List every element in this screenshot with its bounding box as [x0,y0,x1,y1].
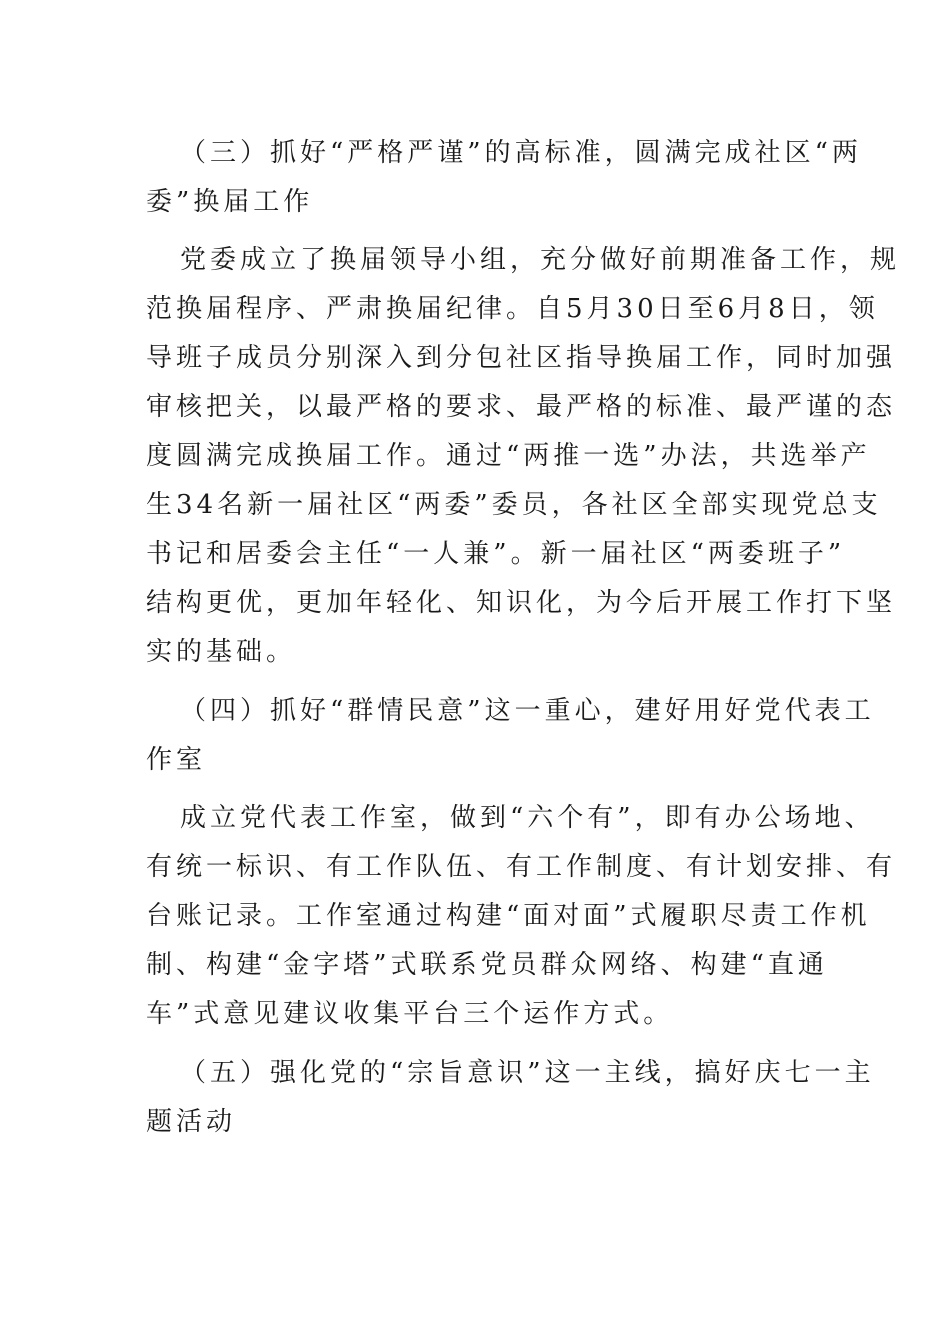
heading-section-4: （四）抓好“群情民意”这一重心，建好用好党代表工 [180,696,875,726]
paragraph-line: 台账记录。工作室通过构建“面对面”式履职尽责工作机 [146,901,871,931]
heading-section-5-cont: 题活动 [146,1107,237,1137]
paragraph-line: 导班子成员分别深入到分包社区指导换届工作，同时加强 [146,343,897,373]
paragraph-line: 范换届程序、严肃换届纪律。自5月30日至6月8日，领 [146,294,879,324]
heading-section-5: （五）强化党的“宗旨意识”这一主线，搞好庆七一主 [180,1058,875,1088]
paragraph-line: 生34名新一届社区“两委”委员，各社区全部实现党总支 [146,490,882,520]
paragraph-line: 结构更优，更加年轻化、知识化，为今后开展工作打下坚 [146,588,897,618]
paragraph-line: 车”式意见建议收集平台三个运作方式。 [146,999,674,1029]
heading-section-3-cont: 委”换届工作 [146,187,314,217]
paragraph-line: 书记和居委会主任“一人兼”。新一届社区“两委班子” [146,539,846,569]
paragraph-line: 有统一标识、有工作队伍、有工作制度、有计划安排、有 [146,852,897,882]
paragraph-line: 审核把关，以最严格的要求、最严格的标准、最严谨的态 [146,392,897,422]
heading-section-4-cont: 作室 [146,745,207,775]
paragraph-line: 实的基础。 [146,637,297,667]
paragraph-line: 制、构建“金字塔”式联系党员群众网络、构建“直通 [146,950,828,980]
paragraph-line: 党委成立了换届领导小组，充分做好前期准备工作，规 [180,245,901,275]
paragraph-line: 成立党代表工作室，做到“六个有”，即有办公场地、 [180,803,875,833]
heading-section-3: （三）抓好“严格严谨”的高标准，圆满完成社区“两 [180,138,862,168]
paragraph-line: 度圆满完成换届工作。通过“两推一选”办法，共选举产 [146,441,871,471]
